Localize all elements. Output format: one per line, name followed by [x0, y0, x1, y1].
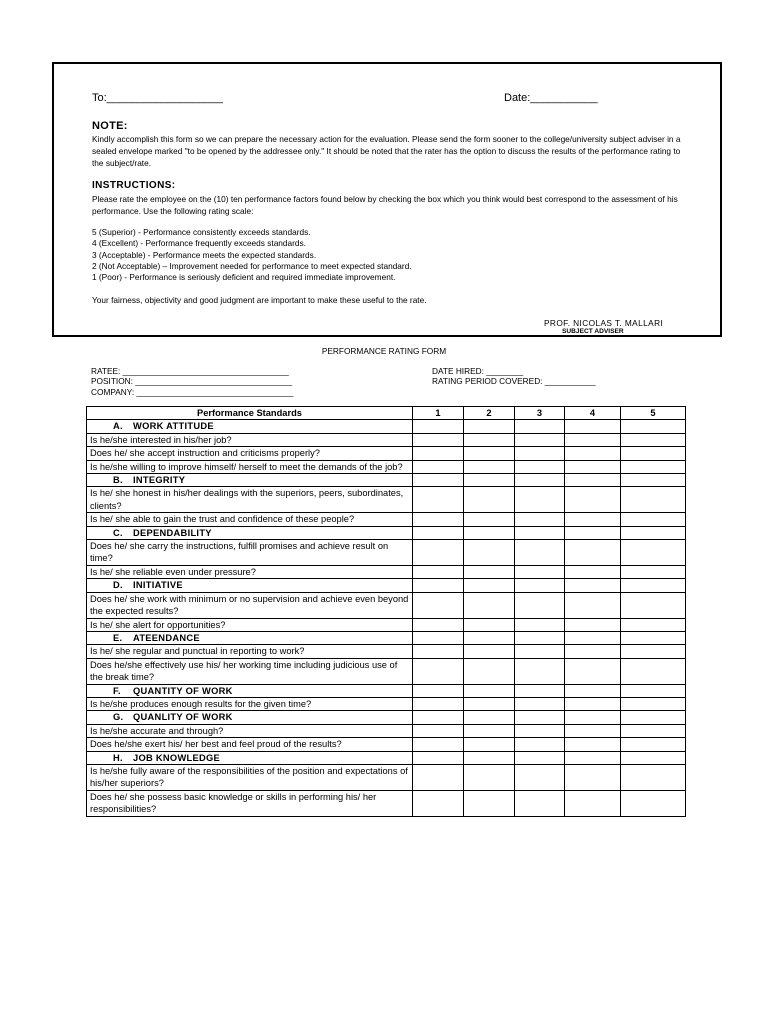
- criterion-text: Is he/ she honest in his/her dealings with the superiors, peers, subordinates, clients?: [87, 487, 413, 513]
- rating-checkbox-cell[interactable]: [621, 790, 686, 816]
- rating-scale-item: 5 (Superior) - Performance consistently exceeds standards.: [92, 227, 311, 237]
- signatory-name: PROF. NICOLAS T. MALLARI: [544, 318, 664, 328]
- rating-cell: [464, 474, 515, 487]
- section-name: QUANLITY OF WORK: [133, 712, 233, 723]
- criterion-row: [87, 565, 686, 578]
- section-title: [87, 474, 413, 487]
- form-title: PERFORMANCE RATING FORM: [321, 346, 447, 356]
- to-field: To:___________________: [92, 92, 223, 104]
- criterion-row: [87, 697, 686, 710]
- criterion-text: Is he/ she reliable even under pressure?: [87, 565, 413, 578]
- rating-cell: [413, 526, 464, 539]
- criterion-text: Is he/ she able to gain the trust and confidence of these people?: [87, 513, 413, 526]
- section-name: JOB KNOWLEDGE: [133, 752, 221, 763]
- rating-checkbox-cell[interactable]: [464, 487, 515, 513]
- rating-cell: [515, 526, 565, 539]
- rating-checkbox-cell[interactable]: [515, 724, 565, 737]
- rating-checkbox-cell[interactable]: [621, 618, 686, 631]
- section-title: [87, 526, 413, 539]
- rating-checkbox-cell[interactable]: [565, 447, 621, 460]
- criterion-text: Does he/ she accept instruction and criticisms properly?: [87, 447, 413, 460]
- rating-cell: [464, 526, 515, 539]
- rating-checkbox-cell[interactable]: [565, 460, 621, 473]
- rating-checkbox-cell[interactable]: [565, 592, 621, 618]
- criterion-row: [87, 658, 686, 684]
- criterion-row: [87, 764, 686, 790]
- rating-checkbox-cell[interactable]: [565, 618, 621, 631]
- rating-checkbox-cell[interactable]: [464, 738, 515, 751]
- criterion-row: [87, 460, 686, 473]
- rating-checkbox-cell[interactable]: [464, 460, 515, 473]
- ratee-field: RATEE: ____________________________________: [91, 366, 289, 376]
- rating-checkbox-cell[interactable]: [565, 513, 621, 526]
- rating-cell: [464, 711, 515, 724]
- ratee-info: [91, 366, 293, 397]
- rating-scale-item: 3 (Acceptable) - Performance meets the expected standards.: [92, 249, 317, 260]
- rating-cell: [464, 751, 515, 764]
- rating-cell: [565, 420, 621, 433]
- section-name: INITIATIVE: [133, 580, 183, 591]
- rating-checkbox-cell[interactable]: [464, 592, 515, 618]
- rating-cell: [565, 711, 621, 724]
- rating-checkbox-cell[interactable]: [515, 592, 565, 618]
- date-hired-field: DATE HIRED: ________: [432, 366, 524, 376]
- rating-checkbox-cell[interactable]: [464, 433, 515, 446]
- section-letter: D.: [113, 580, 123, 591]
- rating-checkbox-cell[interactable]: [515, 487, 565, 513]
- rating-checkbox-cell[interactable]: [515, 645, 565, 658]
- rating-checkbox-cell[interactable]: [515, 447, 565, 460]
- rating-cell: [515, 579, 565, 592]
- rating-checkbox-cell[interactable]: [621, 697, 686, 710]
- rating-checkbox-cell[interactable]: [515, 738, 565, 751]
- rating-checkbox-cell[interactable]: [464, 697, 515, 710]
- rating-cell: [464, 420, 515, 433]
- instructions-heading: INSTRUCTIONS:: [92, 180, 176, 191]
- section-row: [87, 526, 686, 539]
- rating-checkbox-cell[interactable]: [565, 433, 621, 446]
- rating-checkbox-cell[interactable]: [413, 565, 464, 578]
- note-body: Kindly accomplish this form so we can prepare the necessary action for the evaluation. Please send the form sooner to the college/university subject adviser in a sealed envelope marked "to be opened by the addressee only." It should be noted that the rater has the option to discuss the results of the performance rating to the subject/rate.: [92, 134, 681, 168]
- section-row: [87, 751, 686, 764]
- rating-checkbox-cell[interactable]: [621, 658, 686, 684]
- rating-cell: [621, 631, 686, 644]
- rating-cell: [413, 751, 464, 764]
- rating-cell: [413, 474, 464, 487]
- rating-checkbox-cell[interactable]: [621, 645, 686, 658]
- criterion-text: Is he/she interested in his/her job?: [87, 433, 413, 446]
- rating-checkbox-cell[interactable]: [621, 724, 686, 737]
- criterion-row: [87, 645, 686, 658]
- section-name: DEPENDABILITY: [133, 527, 212, 538]
- rating-cell: [413, 579, 464, 592]
- rating-checkbox-cell[interactable]: [565, 764, 621, 790]
- rating-cell: [515, 631, 565, 644]
- rating-checkbox-cell[interactable]: [621, 460, 686, 473]
- rating-cell: [621, 526, 686, 539]
- criterion-row: [87, 592, 686, 618]
- rating-cell: [413, 684, 464, 697]
- rating-checkbox-cell[interactable]: [413, 658, 464, 684]
- rating-checkbox-cell[interactable]: [464, 764, 515, 790]
- rating-scale-item: 1 (Poor) - Performance is seriously deficient and required immediate improvement.: [92, 272, 396, 283]
- criterion-text: Does he/she effectively use his/ her working time including judicious use of the break time?: [87, 658, 413, 684]
- rating-cell: [621, 684, 686, 697]
- criterion-text: Does he/ she carry the instructions, fulfill promises and achieve result on time?: [87, 540, 413, 566]
- rating-cell: [464, 631, 515, 644]
- criterion-row: [87, 540, 686, 566]
- criterion-text: Does he/ she work with minimum or no supervision and achieve even beyond the expected results?: [87, 592, 413, 618]
- rating-checkbox-cell[interactable]: [413, 447, 464, 460]
- note-heading: NOTE:: [92, 120, 128, 132]
- rating-cell: [515, 474, 565, 487]
- rating-checkbox-cell[interactable]: [565, 540, 621, 566]
- section-title: [87, 751, 413, 764]
- rating-scale: [92, 227, 412, 283]
- rating-checkbox-cell[interactable]: [413, 540, 464, 566]
- section-name: ATEENDANCE: [133, 632, 200, 643]
- column-header: Performance Standards: [87, 407, 413, 420]
- criterion-text: Is he/she produces enough results for the given time?: [87, 697, 413, 710]
- rating-cell: [515, 420, 565, 433]
- rating-cell: [565, 684, 621, 697]
- rating-cell: [565, 631, 621, 644]
- section-title: [87, 711, 413, 724]
- section-row: [87, 420, 686, 433]
- criterion-text: Is he/ she alert for opportunities?: [87, 618, 413, 631]
- rating-checkbox-cell[interactable]: [515, 764, 565, 790]
- section-letter: H.: [113, 752, 123, 763]
- section-name: WORK ATTITUDE: [133, 421, 214, 432]
- rating-checkbox-cell[interactable]: [464, 513, 515, 526]
- rating-cell: [515, 751, 565, 764]
- criterion-text: Does he/she exert his/ her best and feel proud of the results?: [87, 738, 413, 751]
- rating-checkbox-cell[interactable]: [621, 738, 686, 751]
- section-row: [87, 631, 686, 644]
- rating-checkbox-cell[interactable]: [413, 513, 464, 526]
- rating-checkbox-cell[interactable]: [565, 724, 621, 737]
- criterion-text: Is he/she willing to improve himself/ herself to meet the demands of the job?: [87, 460, 413, 473]
- rating-checkbox-cell[interactable]: [621, 764, 686, 790]
- rating-checkbox-cell[interactable]: [621, 565, 686, 578]
- rating-checkbox-cell[interactable]: [413, 764, 464, 790]
- column-header: 4: [565, 407, 621, 420]
- rating-checkbox-cell[interactable]: [515, 658, 565, 684]
- rating-scale-item: 4 (Excellent) - Performance frequently exceeds standards.: [92, 238, 306, 249]
- section-title: [87, 579, 413, 592]
- section-letter: C.: [113, 527, 123, 538]
- rating-checkbox-cell[interactable]: [621, 487, 686, 513]
- fairness-note: Your fairness, objectivity and good judgment are important to make these useful to the rate.: [92, 295, 427, 305]
- section-letter: E.: [113, 632, 123, 643]
- rating-checkbox-cell[interactable]: [464, 645, 515, 658]
- rating-cell: [621, 751, 686, 764]
- rating-cell: [565, 474, 621, 487]
- column-header: 3: [515, 407, 565, 420]
- rating-cell: [621, 420, 686, 433]
- company-field: COMPANY: __________________________________: [91, 386, 294, 397]
- rating-checkbox-cell[interactable]: [413, 697, 464, 710]
- criterion-text: Is he/she accurate and through?: [87, 724, 413, 737]
- rating-cell: [413, 711, 464, 724]
- rating-cell: [621, 579, 686, 592]
- section-row: [87, 474, 686, 487]
- section-title: [87, 420, 413, 433]
- rating-checkbox-cell[interactable]: [565, 565, 621, 578]
- column-header: 1: [413, 407, 464, 420]
- rating-checkbox-cell[interactable]: [413, 738, 464, 751]
- rating-checkbox-cell[interactable]: [565, 487, 621, 513]
- rating-cell: [515, 711, 565, 724]
- criterion-row: [87, 724, 686, 737]
- section-name: INTEGRITY: [133, 475, 186, 486]
- criterion-text: Is he/she fully aware of the responsibilities of the position and expectations of his/her superiors?: [87, 764, 413, 790]
- rating-checkbox-cell[interactable]: [413, 618, 464, 631]
- section-title: [87, 684, 413, 697]
- criterion-row: [87, 447, 686, 460]
- position-field: POSITION: __________________________________: [91, 376, 293, 387]
- rating-checkbox-cell[interactable]: [565, 738, 621, 751]
- rating-checkbox-cell[interactable]: [621, 447, 686, 460]
- note-box: [52, 62, 722, 337]
- rating-checkbox-cell[interactable]: [565, 697, 621, 710]
- criterion-text: Is he/ she regular and punctual in reporting to work?: [87, 645, 413, 658]
- rating-checkbox-cell[interactable]: [515, 460, 565, 473]
- rating-cell: [565, 751, 621, 764]
- rating-checkbox-cell[interactable]: [515, 433, 565, 446]
- rating-scale-item: 2 (Not Acceptable) – Improvement needed for performance to meet expected standard.: [92, 260, 412, 271]
- column-header: 2: [464, 407, 515, 420]
- rating-checkbox-cell[interactable]: [413, 790, 464, 816]
- rating-checkbox-cell[interactable]: [413, 724, 464, 737]
- rating-checkbox-cell[interactable]: [413, 433, 464, 446]
- criterion-row: [87, 433, 686, 446]
- rating-checkbox-cell[interactable]: [515, 697, 565, 710]
- criterion-row: [87, 487, 686, 513]
- section-row: [87, 711, 686, 724]
- rating-checkbox-cell[interactable]: [413, 592, 464, 618]
- section-letter: A.: [113, 421, 123, 432]
- rating-checkbox-cell[interactable]: [515, 540, 565, 566]
- rating-cell: [464, 684, 515, 697]
- column-header: 5: [621, 407, 686, 420]
- signatory-title: SUBJECT ADVISER: [562, 328, 624, 335]
- rating-checkbox-cell[interactable]: [565, 790, 621, 816]
- rating-checkbox-cell[interactable]: [565, 658, 621, 684]
- rating-checkbox-cell[interactable]: [464, 540, 515, 566]
- rating-checkbox-cell[interactable]: [464, 790, 515, 816]
- rating-checkbox-cell[interactable]: [464, 618, 515, 631]
- rating-checkbox-cell[interactable]: [515, 513, 565, 526]
- criterion-row: [87, 790, 686, 816]
- date-field: Date:___________: [504, 92, 598, 104]
- rating-checkbox-cell[interactable]: [464, 658, 515, 684]
- rating-info: [432, 366, 596, 387]
- criterion-row: [87, 738, 686, 751]
- rating-checkbox-cell[interactable]: [565, 645, 621, 658]
- section-row: [87, 579, 686, 592]
- rating-checkbox-cell[interactable]: [413, 645, 464, 658]
- rating-period-field: RATING PERIOD COVERED: ___________: [432, 376, 596, 387]
- rating-cell: [621, 711, 686, 724]
- rating-cell: [515, 684, 565, 697]
- rating-checkbox-cell[interactable]: [413, 460, 464, 473]
- criterion-row: [87, 513, 686, 526]
- criterion-text: Does he/ she possess basic knowledge or skills in performing his/ her responsibilities?: [87, 790, 413, 816]
- rating-checkbox-cell[interactable]: [515, 565, 565, 578]
- rating-checkbox-cell[interactable]: [515, 790, 565, 816]
- rating-checkbox-cell[interactable]: [413, 487, 464, 513]
- rating-checkbox-cell[interactable]: [621, 592, 686, 618]
- section-name: QUANTITY OF WORK: [133, 685, 233, 696]
- criterion-row: [87, 618, 686, 631]
- performance-rating-table: [86, 406, 686, 817]
- section-row: [87, 684, 686, 697]
- rating-checkbox-cell[interactable]: [621, 433, 686, 446]
- rating-checkbox-cell[interactable]: [515, 618, 565, 631]
- section-title: [87, 631, 413, 644]
- rating-cell: [565, 526, 621, 539]
- rating-cell: [413, 631, 464, 644]
- section-letter: G.: [113, 712, 124, 723]
- section-letter: F.: [113, 685, 121, 696]
- table-header-row: [87, 407, 686, 420]
- rating-checkbox-cell[interactable]: [621, 540, 686, 566]
- rating-cell: [621, 474, 686, 487]
- rating-checkbox-cell[interactable]: [464, 565, 515, 578]
- rating-checkbox-cell[interactable]: [464, 724, 515, 737]
- rating-cell: [464, 579, 515, 592]
- rating-cell: [565, 579, 621, 592]
- rating-checkbox-cell[interactable]: [621, 513, 686, 526]
- rating-checkbox-cell[interactable]: [464, 447, 515, 460]
- section-letter: B.: [113, 475, 123, 486]
- instructions-body: Please rate the employee on the (10) ten performance factors found below by checking the box which you think would best correspond to the assessment of his performance. Use the following rating scale:: [92, 194, 678, 216]
- rating-cell: [413, 420, 464, 433]
